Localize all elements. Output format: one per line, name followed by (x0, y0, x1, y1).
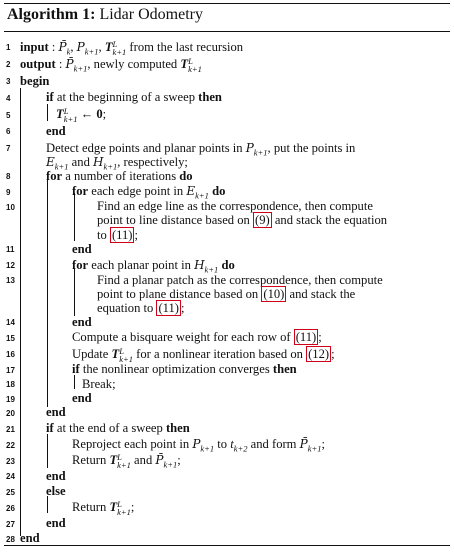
line-number: 3 (6, 77, 11, 86)
line-number: 8 (6, 172, 11, 181)
top-rule (4, 3, 450, 4)
line-plane-3: equation to (11) ; (97, 301, 185, 315)
line-end-else: end (46, 516, 66, 530)
detect-text-1: Detect edge points and planar points in (46, 141, 246, 155)
line-reset-transform: T L k+1 ← 0; (56, 106, 107, 124)
line-reproject: Reproject each point in $P_{k+1}$ to $t_{k+2}$ and form $P̄_{k+1}$; (72, 437, 325, 454)
line-edge-1: Find an edge line as the correspondence, then compute (97, 199, 373, 213)
do-keyword: do (221, 258, 235, 272)
algorithm-caption (7, 6, 203, 24)
line-input: input : $P̄_k$, $P_{k+1}$, T L k+1 from the last recursion (20, 39, 244, 57)
scope-bar-for-edge (74, 193, 75, 241)
scope-bar-begin (20, 88, 21, 536)
line-end-begin: end (20, 531, 40, 545)
line-end-if: end (46, 124, 66, 138)
line-edge-3: to (11) ; (97, 228, 138, 242)
line-end-if-sweep: end (46, 469, 66, 483)
ref-eq-11[interactable]: (11) (295, 330, 317, 344)
then-keyword: then (272, 362, 297, 376)
update-text-b: for a nonlinear iteration based on (132, 347, 307, 361)
if-sweep-end-text: at the end of a sweep (53, 421, 166, 435)
line-if-beginning (46, 90, 222, 104)
for-iterations-text: a number of iterations (62, 169, 180, 183)
if-condition: at the beginning of a sweep (53, 90, 199, 104)
line-plane-1: Find a planar patch as the correspondence, then compute (97, 273, 383, 287)
line-number: 26 (6, 504, 15, 513)
reproject-text-a: Reproject each point in (72, 437, 193, 451)
line-number: 1 (6, 43, 11, 52)
detect-text-1b: , put the points in (267, 141, 356, 155)
input-keyword: input (20, 40, 49, 54)
line-number: 24 (6, 472, 15, 481)
update-text-a: Update (72, 347, 112, 361)
line-if-converge (72, 362, 297, 376)
line-return-transform: Return T L k+1 ; (72, 499, 135, 517)
ref-eq-12[interactable]: (12) (308, 347, 330, 361)
line-number: 5 (6, 111, 11, 120)
line-number: 6 (6, 127, 11, 136)
line-for-planar: for each planar point in $H_{k+1}$ do (72, 258, 235, 275)
ref-eq-11[interactable]: (11) (111, 228, 133, 242)
reproject-text-b: to (214, 437, 231, 451)
line-number: 20 (6, 409, 15, 418)
scope-bar-else (47, 496, 48, 513)
return-keyword: Return (72, 500, 110, 514)
for-keyword: for (72, 184, 89, 198)
line-number: 21 (6, 425, 15, 434)
line-break: Break; (82, 377, 116, 391)
caption-rule (4, 31, 450, 32)
input-rest: from the last recursion (126, 40, 244, 54)
if-keyword: if (72, 362, 80, 376)
return-and: and (130, 453, 156, 467)
line-number: 25 (6, 488, 15, 497)
scope-bar-for-planar (74, 268, 75, 316)
line-begin: begin (20, 74, 50, 88)
scope-bar-if-converge (74, 375, 75, 389)
do-keyword: do (212, 184, 226, 198)
line-return-both: Return T L k+1 and $P̄_{k+1}$; (72, 452, 181, 470)
do-keyword: do (179, 169, 193, 183)
line-number: 12 (6, 261, 15, 270)
line-number: 2 (6, 60, 11, 69)
scope-bar-for-iter (47, 177, 48, 407)
line-detect-points: Detect edge points and planar points in $P_{k+1}$, put the points in (46, 141, 356, 158)
line-output: output : $P̄_{k+1}$, newly computed T L k+1 (20, 56, 202, 74)
reproject-text-c: and form (247, 437, 300, 451)
line-number: 23 (6, 457, 15, 466)
for-keyword: for (46, 169, 63, 183)
bottom-rule (4, 545, 450, 546)
scope-bar-if-begin (47, 104, 48, 121)
edge-text-2a: point to line distance based on (97, 213, 253, 227)
line-number: 14 (6, 318, 15, 327)
plane-text-2b: and stack the (286, 287, 356, 301)
line-for-iterations (46, 169, 193, 183)
line-number: 10 (6, 203, 15, 212)
output-rest: , newly computed (87, 57, 181, 71)
line-end-for-iterations: end (46, 405, 66, 419)
line-edge-2 (97, 213, 387, 227)
scope-bar-if-end (47, 434, 48, 468)
for-keyword: for (72, 258, 89, 272)
detect-text-2c: , respectively; (117, 155, 188, 169)
line-number: 17 (6, 366, 15, 375)
line-end-for-edge: end (72, 242, 92, 256)
then-keyword: then (198, 90, 222, 104)
algorithm-title: Lidar Odometry (99, 6, 203, 23)
line-number: 19 (6, 395, 15, 404)
line-number: 27 (6, 520, 15, 529)
edge-text-3a: to (97, 228, 110, 242)
if-converge-text: the nonlinear optimization converges (79, 362, 273, 376)
ref-eq-10[interactable]: (10) (263, 287, 285, 301)
line-end-if-converge: end (72, 391, 92, 405)
line-detect-points-cont: $E_{k+1}$ and $H_{k+1}$, respectively; (46, 155, 188, 172)
if-keyword: if (46, 421, 54, 435)
detect-text-2b: and (68, 155, 94, 169)
ref-eq-9[interactable]: (9) (255, 213, 270, 227)
line-number: 11 (6, 245, 15, 254)
output-keyword: output (20, 57, 56, 71)
line-number: 4 (6, 94, 11, 103)
line-number: 18 (6, 380, 15, 389)
edge-text-2b: and stack the equation (271, 213, 388, 227)
line-for-edge: for each edge point in $E_{k+1}$ do (72, 184, 226, 201)
line-update: Update T L k+1 for a nonlinear iteration based on (12) ; (72, 346, 335, 364)
for-planar-text: each planar point in (88, 258, 195, 272)
line-if-sweep-end (46, 421, 190, 435)
line-number: 15 (6, 334, 15, 343)
then-keyword: then (165, 421, 190, 435)
line-number: 22 (6, 441, 15, 450)
line-bisquare: Compute a bisquare weight for each row of (11) ; (72, 330, 322, 344)
line-plane-2 (97, 287, 355, 301)
for-edge-text: each edge point in (88, 184, 187, 198)
line-else: else (46, 484, 66, 498)
line-number: 16 (6, 350, 15, 359)
if-keyword: if (46, 90, 54, 104)
return-keyword: Return (72, 453, 110, 467)
line-end-for-planar: end (72, 315, 92, 329)
bisquare-text: Compute a bisquare weight for each row of (72, 330, 294, 344)
plane-text-3a: equation to (97, 301, 157, 315)
line-number: 28 (6, 535, 15, 544)
ref-eq-11[interactable]: (11) (158, 301, 179, 315)
algorithm-label: Algorithm 1: (7, 6, 96, 23)
line-number: 7 (6, 144, 11, 153)
plane-text-2a: point to plane distance based on (97, 287, 262, 301)
line-number: 9 (6, 188, 11, 197)
line-number: 13 (6, 276, 15, 285)
